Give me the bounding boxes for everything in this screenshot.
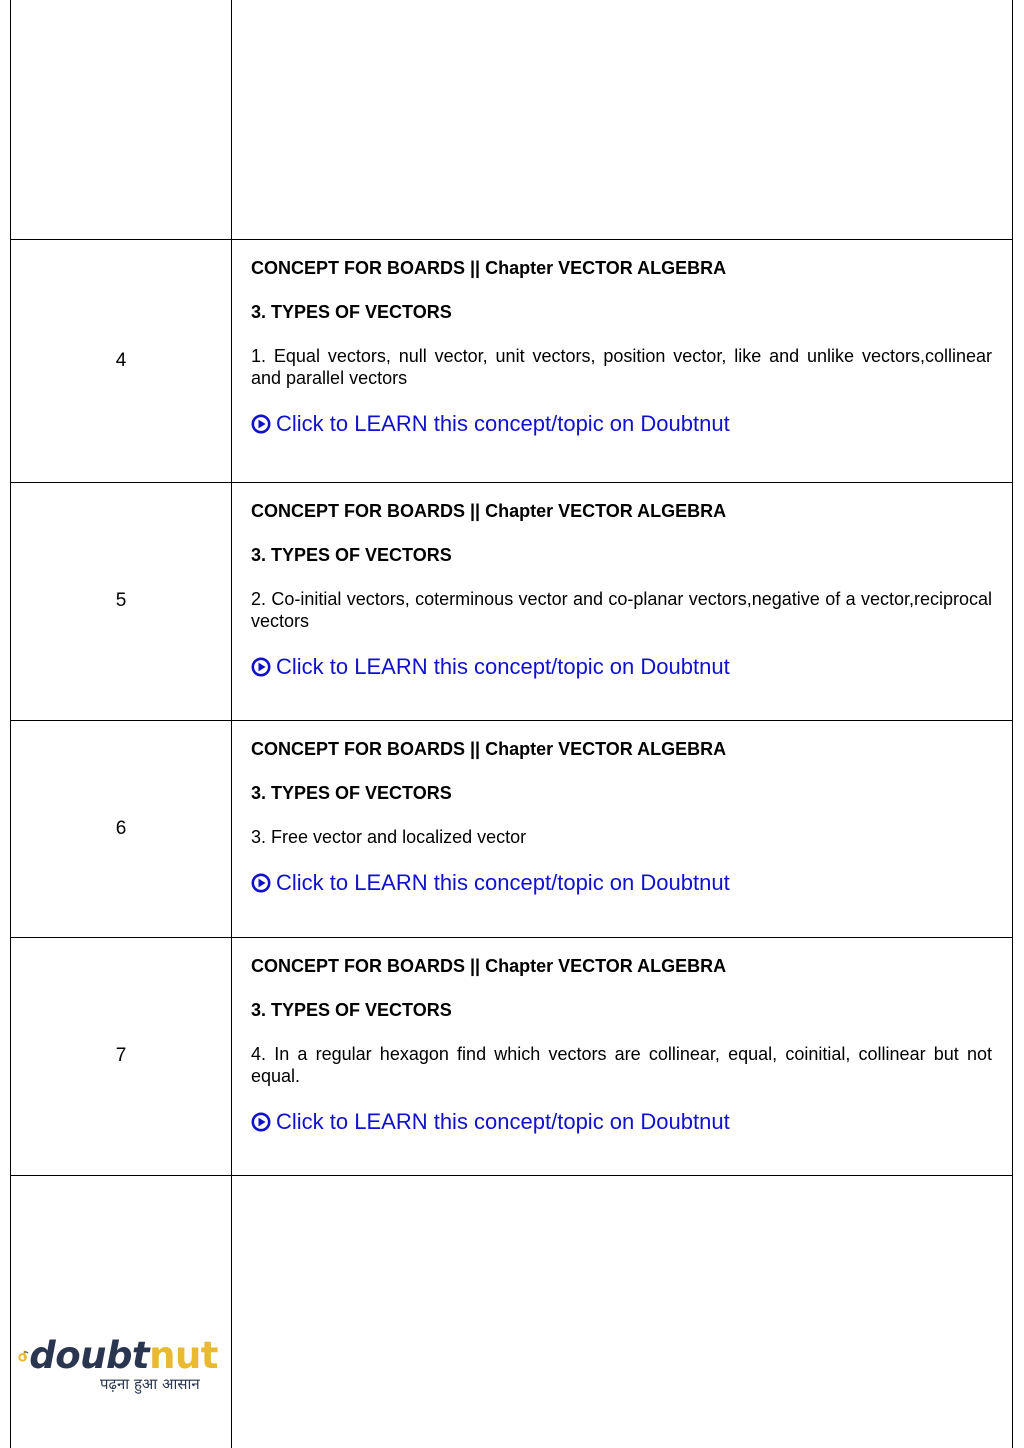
concept-header: CONCEPT FOR BOARDS || Chapter VECTOR ALGEBRA <box>251 258 727 278</box>
content-cell <box>232 720 1012 937</box>
section-title: 3. TYPES OF VECTORS <box>251 302 452 322</box>
play-circle-icon <box>251 657 271 677</box>
row-number: 7 <box>11 937 232 1175</box>
content-cell <box>232 1175 1012 1448</box>
concept-description: 4. In a regular hexagon find which vectors are collinear, equal, coinitial, collinear but not equal. <box>251 1044 992 1086</box>
table-row <box>11 239 1012 483</box>
learn-link-text[interactable]: Click to LEARN this concept/topic on Doubtnut <box>276 654 730 679</box>
row-number: 6 <box>11 720 232 937</box>
table-row-empty-bottom <box>11 1175 1012 1448</box>
doubtnut-logo <box>18 1336 218 1394</box>
content-cell <box>232 239 1012 482</box>
table-row <box>11 720 1012 938</box>
section-title: 3. TYPES OF VECTORS <box>251 1000 452 1020</box>
learn-link-text[interactable]: Click to LEARN this concept/topic on Doubtnut <box>276 411 730 436</box>
table-row <box>11 482 1012 721</box>
content-cell <box>232 0 1012 239</box>
content-cell <box>232 937 1012 1175</box>
table-row <box>11 937 1012 1176</box>
concept-header: CONCEPT FOR BOARDS || Chapter VECTOR ALGEBRA <box>251 501 727 521</box>
number-cell <box>11 1175 232 1448</box>
number-cell <box>11 0 232 239</box>
learn-link[interactable] <box>251 411 992 437</box>
logo-text-dark: doubt <box>29 1334 150 1377</box>
row-number: 5 <box>11 482 232 720</box>
concept-description: 3. Free vector and localized vector <box>251 827 527 847</box>
content-cell <box>232 482 1012 720</box>
learn-link[interactable] <box>251 1109 992 1135</box>
concept-header: CONCEPT FOR BOARDS || Chapter VECTOR ALGEBRA <box>251 956 727 976</box>
row-number: 4 <box>11 239 232 482</box>
play-circle-icon <box>251 1112 271 1132</box>
learn-link[interactable] <box>251 870 992 896</box>
concept-table <box>10 0 1013 1448</box>
table-row-empty-top <box>11 0 1012 240</box>
learn-link[interactable] <box>251 654 992 680</box>
logo-tagline: पढ़ना हुआ आसान <box>100 1375 200 1393</box>
concept-description: 2. Co-initial vectors, coterminous vector and co-planar vectors,negative of a vector,reciprocal vectors <box>251 589 992 631</box>
logo-wordmark <box>18 1336 218 1376</box>
logo-text-yellow: nut <box>149 1334 218 1377</box>
play-circle-icon <box>251 414 271 434</box>
learn-link-text[interactable]: Click to LEARN this concept/topic on Doubtnut <box>276 1109 730 1134</box>
concept-header: CONCEPT FOR BOARDS || Chapter VECTOR ALGEBRA <box>251 739 727 759</box>
concept-description: 1. Equal vectors, null vector, unit vectors, position vector, like and unlike vectors,collinear and parallel vectors <box>251 346 992 388</box>
play-circle-icon <box>251 873 271 893</box>
section-title: 3. TYPES OF VECTORS <box>251 783 452 803</box>
section-title: 3. TYPES OF VECTORS <box>251 545 452 565</box>
doubtnut-mark-icon <box>18 1338 29 1374</box>
learn-link-text[interactable]: Click to LEARN this concept/topic on Doubtnut <box>276 870 730 895</box>
